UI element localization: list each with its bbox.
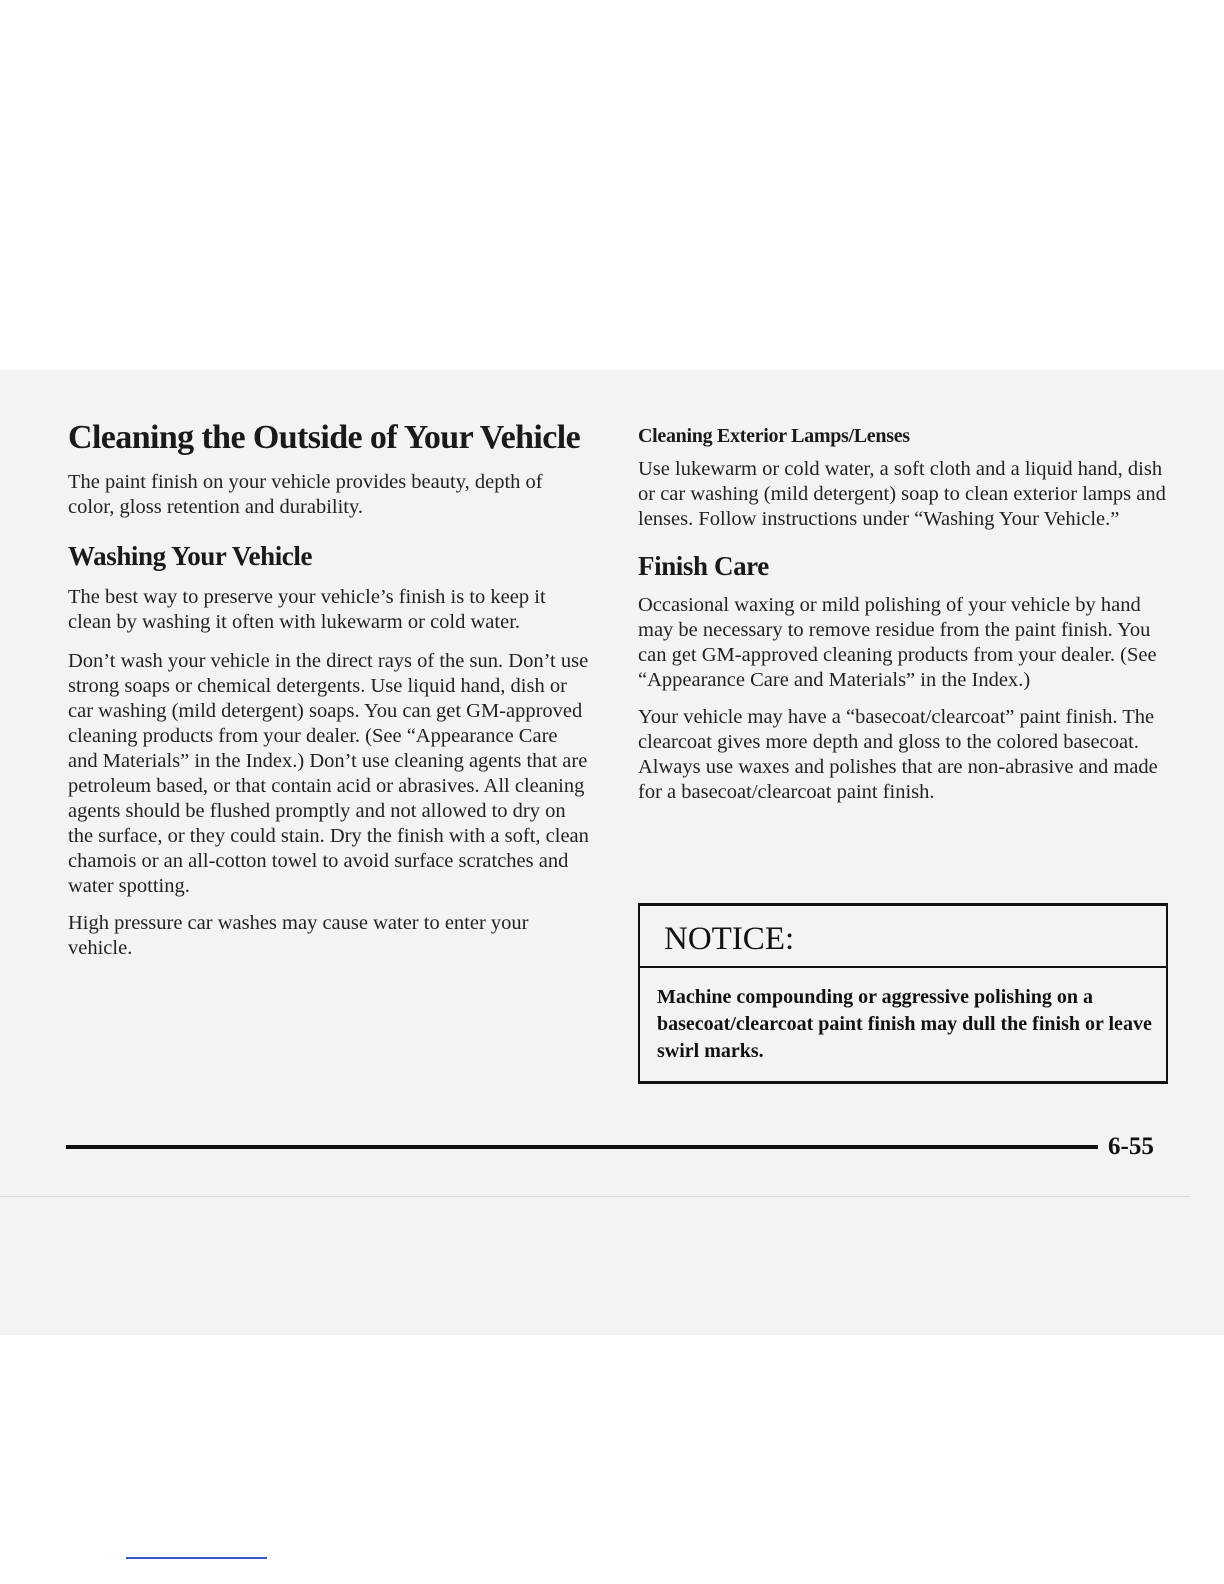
washing-paragraph-3: High pressure car washes may cause water to enter your vehicle. xyxy=(68,912,529,959)
washing-paragraph-2: Don’t wash your vehicle in the direct rays of the sun. Don’t use strong soaps or chemical detergents. Use liquid hand, dish or car washing (mild detergent) soaps. You can get GM-approved cleaning products from your dealer. (See “Appearance Care and Materials” in the Index.) Don’t use cleaning agents that are petroleum based, or that contain acid or abrasives. All cleaning agents should be flushed promptly and not allowed to dry on the surface, or they could stain. Dry the finish with a soft, clean chamois or an all-cotton towel to avoid surface scratches and water spotting. xyxy=(68,650,589,897)
lamps-paragraph: Use lukewarm or cold water, a soft cloth and a liquid hand, dish or car washing (mild detergent) soap to clean exterior lamps and lenses. Follow instructions under “Washing Your Vehicle.” xyxy=(638,458,1166,530)
notice-text: Machine compounding or aggressive polishing on a basecoat/clearcoat paint finish may dull the finish or leave swirl marks. xyxy=(657,986,1152,1062)
link-underline xyxy=(126,1557,267,1559)
intro-paragraph: The paint finish on your vehicle provides beauty, depth of color, gloss retention and durability. xyxy=(68,471,543,518)
left-column xyxy=(68,370,592,961)
finish-paragraph-2: Your vehicle may have a “basecoat/clearcoat” paint finish. The clearcoat gives more depth and gloss to the colored basecoat. Always use waxes and polishes that are non-abrasive and made for a basecoat/clearcoat paint finish. xyxy=(638,706,1158,803)
page-number: 6-55 xyxy=(1108,1133,1154,1160)
notice-title: NOTICE: xyxy=(664,921,795,957)
finish-paragraph-1: Occasional waxing or mild polishing of your vehicle by hand may be necessary to remove residue from the paint finish. You can get GM-approved cleaning products from your dealer. (See “Appearance Care and Materials” in the Index.) xyxy=(638,594,1157,691)
footer-rule xyxy=(66,1145,1098,1149)
washing-heading: Washing Your Vehicle xyxy=(68,541,313,571)
divider xyxy=(0,1196,1190,1197)
washing-paragraph-1: The best way to preserve your vehicle’s finish is to keep it clean by washing it often with lukewarm or cold water. xyxy=(68,586,546,633)
page-title: Cleaning the Outside of Your Vehicle xyxy=(68,419,581,456)
manual-page xyxy=(0,370,1224,1335)
right-column xyxy=(638,370,1168,805)
finish-care-heading: Finish Care xyxy=(638,551,769,581)
notice-box xyxy=(638,903,1168,1084)
notice-header xyxy=(640,906,1166,968)
lamps-heading: Cleaning Exterior Lamps/Lenses xyxy=(638,425,910,447)
